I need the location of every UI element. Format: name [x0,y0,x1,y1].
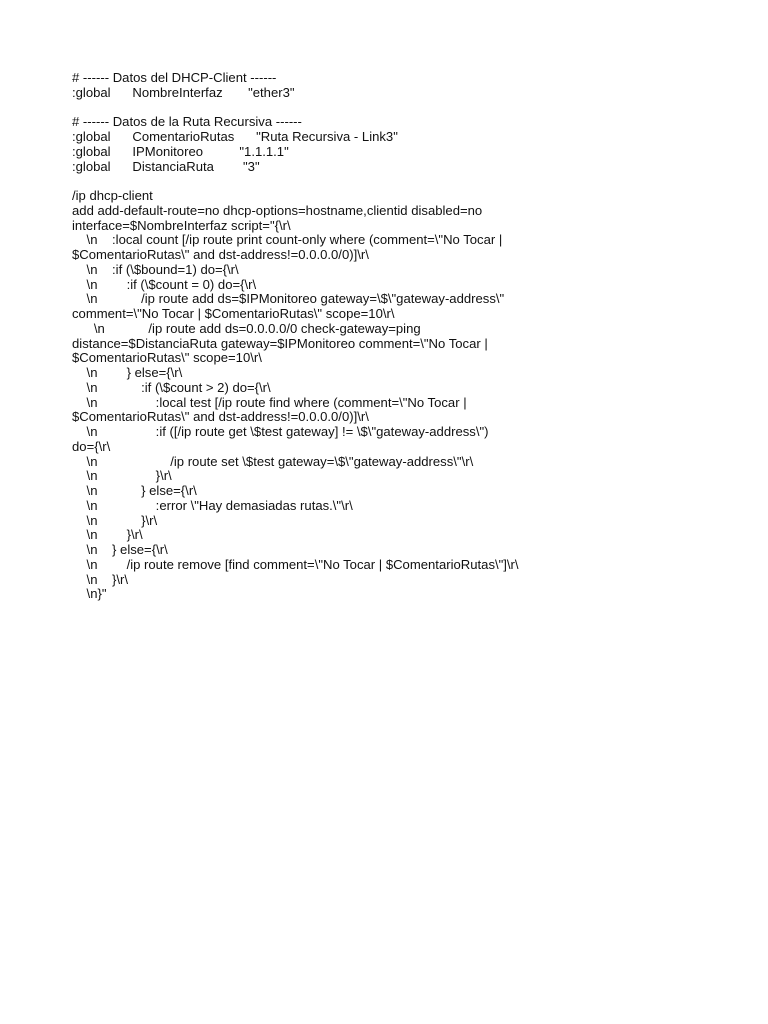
script-document [72,71,752,602]
code-line: \n /ip route remove [find comment=\"No Tocar | $ComentarioRutas\"]\r\ [72,556,519,572]
blank-line [72,174,752,189]
code-line: \n :local count [/ip route print count-only where (comment=\"No Tocar | [72,232,503,248]
code-line: \n }\r\ [72,571,129,587]
code-line: \n } else={\r\ [72,365,183,380]
global-nombre-interfaz: :global NombreInterfaz "ether3" [72,84,295,100]
code-line: distance=$DistanciaRuta gateway=$IPMonitoreo comment=\"No Tocar | [72,335,488,351]
code-line: \n }\r\ [72,468,172,484]
heading-dhcp-client-data: # ------ Datos del DHCP-Client ------ [72,70,277,85]
code-line: \n } else={\r\ [72,542,168,557]
code-line: do={\r\ [72,438,111,454]
global-comentario-rutas: :global ComentarioRutas "Ruta Recursiva - Link3" [72,129,398,144]
code-line: comment=\"No Tocar | $ComentarioRutas\" scope=10\r\ [72,306,395,321]
code-line: \n :if ([/ip route get \$test gateway] != \$\"gateway-address\") [72,424,489,439]
code-line: \n :if (\$bound=1) do={\r\ [72,261,239,277]
code-line: \n /ip route set \$test gateway=\$\"gateway-address\"\r\ [72,453,474,469]
code-line: $ComentarioRutas\" scope=10\r\ [72,350,262,366]
code-line: \n}" [72,586,107,602]
code-line: add add-default-route=no dhcp-options=hostname,clientid disabled=no [72,202,483,218]
global-ip-monitoreo: :global IPMonitoreo "1.1.1.1" [72,143,289,159]
heading-recursive-route-data: # ------ Datos de la Ruta Recursiva ------ [72,114,302,130]
code-line: $ComentarioRutas\" and dst-address!=0.0.0.0/0)]\r\ [72,247,369,262]
code-line: \n :if (\$count > 2) do={\r\ [72,379,271,395]
code-line: \n } else={\r\ [72,483,197,498]
code-line: \n :error \"Hay demasiadas rutas.\"\r\ [72,497,353,513]
code-line: \n /ip route add ds=0.0.0.0/0 check-gateway=ping [72,320,421,336]
code-line: \n }\r\ [72,527,143,543]
code-line: \n }\r\ [72,512,158,528]
code-line: /ip dhcp-client [72,188,153,203]
blank-line [72,101,752,116]
code-line: \n :local test [/ip route find where (comment=\"No Tocar | [72,394,467,410]
code-line: \n :if (\$count = 0) do={\r\ [72,276,257,292]
code-line: interface=$NombreInterfaz script="{\r\ [72,217,291,233]
code-line: \n /ip route add ds=$IPMonitoreo gateway=\$\"gateway-address\" [72,291,505,307]
code-line: $ComentarioRutas\" and dst-address!=0.0.0.0/0)]\r\ [72,409,369,425]
global-distancia-ruta: :global DistanciaRuta "3" [72,158,260,174]
